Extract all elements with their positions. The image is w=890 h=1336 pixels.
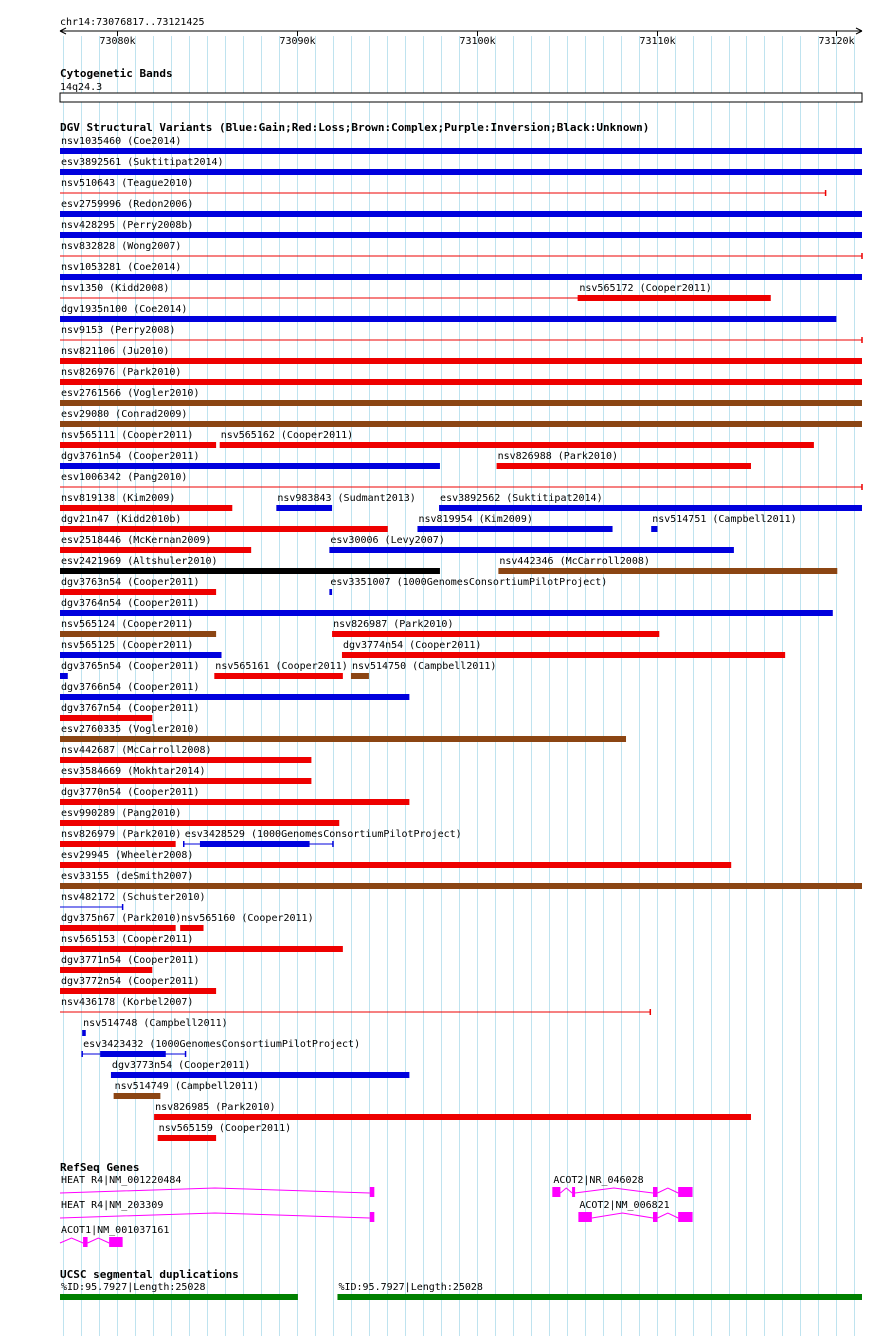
variant-feature[interactable] [60, 892, 206, 910]
variant-feature[interactable] [60, 997, 650, 1015]
gene-exon [653, 1187, 657, 1197]
variant-feature[interactable] [60, 640, 222, 658]
segdup-bar [337, 1294, 862, 1300]
variant-bar [214, 673, 343, 679]
variant-bar [180, 925, 203, 931]
variant-bar [60, 589, 216, 595]
variant-label: nsv565125 (Cooper2011) [61, 640, 194, 651]
variant-bar [329, 589, 332, 595]
variant-bar [111, 1072, 409, 1078]
variant-feature[interactable] [60, 136, 862, 154]
variant-label: dgv3761n54 (Cooper2011) [61, 451, 200, 462]
variant-bar [82, 1030, 86, 1036]
variant-feature[interactable] [60, 199, 862, 217]
ruler-ticks [99, 31, 854, 47]
variant-feature[interactable] [60, 493, 232, 511]
gene-model[interactable] [552, 1175, 692, 1197]
gene-label: HEAT R4|NM_203309 [61, 1200, 164, 1211]
variant-label: nsv821106 (Ju2010) [61, 346, 170, 357]
ruler-tick-label: 73080k [99, 36, 136, 47]
variant-label: nsv1035460 (Coe2014) [61, 136, 182, 147]
variant-bar [60, 946, 343, 952]
variant-label: nsv1053281 (Coe2014) [61, 262, 182, 273]
gene-exon [653, 1212, 657, 1222]
variant-feature[interactable] [111, 1060, 409, 1078]
variant-label: nsv565172 (Cooper2011) [579, 283, 712, 294]
gene-exon [552, 1187, 560, 1197]
variant-label: nsv565160 (Cooper2011) [181, 913, 314, 924]
variant-label: esv3423432 (1000GenomesConsortiumPilotProject) [83, 1039, 361, 1050]
variant-bar [60, 316, 836, 322]
variant-feature[interactable] [60, 955, 199, 973]
variant-feature[interactable] [180, 913, 313, 931]
variant-label: esv2759996 (Redon2006) [61, 199, 194, 210]
variant-feature[interactable] [342, 640, 785, 658]
variant-label: nsv1350 (Kidd2008) [61, 283, 170, 294]
variant-label: esv29080 (Conrad2009) [61, 409, 188, 420]
variant-feature[interactable] [60, 724, 626, 742]
variant-bar [154, 1114, 751, 1120]
variant-label: nsv565153 (Cooper2011) [61, 934, 194, 945]
gene-exon [572, 1187, 575, 1197]
variant-bar [60, 211, 862, 217]
variant-feature[interactable] [497, 451, 751, 469]
variant-label: dgv3765n54 (Cooper2011) [61, 661, 200, 672]
variant-label: dgv3767n54 (Cooper2011) [61, 703, 200, 714]
refseq-track-title: RefSeq Genes [60, 1161, 140, 1174]
gene-label: ACOT1|NM_001037161 [61, 1225, 170, 1236]
variant-bar [60, 379, 862, 385]
gene-exon [678, 1212, 692, 1222]
variant-bar [60, 232, 862, 238]
variant-bar [60, 652, 222, 658]
variant-label: dgv3766n54 (Cooper2011) [61, 682, 200, 693]
variant-bar [60, 694, 409, 700]
variant-bar [329, 547, 734, 553]
gene-label: HEAT R4|NM_001220484 [61, 1175, 182, 1186]
segdup-bar [60, 1294, 298, 1300]
gene-intron [60, 1188, 370, 1193]
variant-label: nsv819954 (Kim2009) [418, 514, 533, 525]
gene-model[interactable] [60, 1175, 374, 1197]
variant-feature[interactable] [60, 913, 181, 931]
variant-label: esv29945 (Wheeler2008) [61, 850, 194, 861]
variant-label: dgv3773n54 (Cooper2011) [111, 1060, 251, 1071]
variant-bar [351, 673, 369, 679]
segdup-track-title: UCSC segmental duplications [60, 1268, 239, 1281]
variant-feature[interactable] [60, 619, 216, 637]
variant-bar [60, 274, 862, 280]
variant-label: nsv565162 (Cooper2011) [220, 430, 354, 441]
variant-bar [60, 736, 626, 742]
refseq-track [60, 1175, 693, 1247]
variant-label: nsv514748 (Campbell2011) [83, 1018, 228, 1029]
variant-bar [60, 841, 176, 847]
variant-feature[interactable] [60, 325, 862, 343]
variant-feature[interactable] [439, 493, 862, 511]
variant-label: esv1006342 (Pang2010) [61, 472, 188, 483]
segdup-feature[interactable] [337, 1282, 862, 1300]
variant-bar [60, 400, 862, 406]
gene-exon [370, 1187, 374, 1197]
variant-feature[interactable] [60, 283, 578, 301]
gene-exon [109, 1237, 122, 1247]
variant-feature[interactable] [329, 577, 607, 595]
variant-feature[interactable] [498, 556, 837, 574]
variant-bar [60, 421, 862, 427]
variant-bar [200, 841, 310, 847]
variant-bar [60, 757, 311, 763]
variant-feature[interactable] [60, 178, 826, 196]
variant-feature[interactable] [651, 514, 797, 532]
variant-bar [417, 526, 612, 532]
segdup-feature[interactable] [60, 1282, 298, 1300]
variant-feature[interactable] [60, 451, 440, 469]
variant-bar [60, 169, 862, 175]
variant-bar [342, 652, 785, 658]
variant-label: nsv436178 (Korbel2007) [61, 997, 194, 1008]
variant-feature[interactable] [60, 976, 216, 994]
variant-feature[interactable] [184, 829, 462, 847]
variant-feature[interactable] [60, 934, 343, 952]
variant-bar [332, 631, 659, 637]
variant-label: esv30006 (Levy2007) [330, 535, 445, 546]
variant-bar [498, 568, 837, 574]
ruler-tick-label: 73110k [639, 36, 676, 47]
variant-bar [100, 1051, 166, 1057]
variant-feature[interactable] [154, 1102, 751, 1120]
variant-label: nsv482172 (Schuster2010) [61, 892, 206, 903]
variant-bar [60, 673, 68, 679]
variant-bar [60, 883, 862, 889]
ruler-tick-label: 73090k [279, 36, 316, 47]
variant-label: esv2761566 (Vogler2010) [61, 388, 200, 399]
variant-feature[interactable] [82, 1039, 360, 1057]
variant-feature[interactable] [60, 703, 199, 721]
variant-label: nsv565111 (Cooper2011) [61, 430, 194, 441]
variant-label: esv3584669 (Mokhtar2014) [61, 766, 206, 777]
variant-bar [114, 1093, 161, 1099]
variant-feature[interactable] [60, 682, 409, 700]
variant-bar [60, 631, 216, 637]
variant-label: dgv375n67 (Park2010) [61, 913, 182, 924]
variant-bar [60, 148, 862, 154]
variant-bar [60, 568, 440, 574]
cytoband-track-title: Cytogenetic Bands [60, 67, 173, 80]
variant-label: dgv3774n54 (Cooper2011) [342, 640, 482, 651]
variant-feature[interactable] [60, 430, 216, 448]
variant-feature[interactable] [60, 745, 311, 763]
dgv-track-title: DGV Structural Variants (Blue:Gain;Red:Loss;Brown:Complex;Purple:Inversion;Black:Unknown) [60, 121, 650, 134]
variant-bar [60, 505, 232, 511]
variant-label: esv3428529 (1000GenomesConsortiumPilotProject) [184, 829, 462, 840]
variant-label: dgv1935n100 (Coe2014) [61, 304, 188, 315]
variant-feature[interactable] [60, 157, 862, 175]
variant-label: nsv510643 (Teague2010) [61, 178, 194, 189]
gene-exon [578, 1212, 591, 1222]
variant-label: esv33155 (deSmith2007) [61, 871, 194, 882]
variant-bar [60, 820, 339, 826]
variant-bar [60, 799, 409, 805]
variant-feature[interactable] [60, 850, 731, 868]
variant-feature[interactable] [60, 535, 251, 553]
variant-feature[interactable] [60, 262, 862, 280]
variant-feature[interactable] [417, 514, 612, 532]
variant-feature[interactable] [60, 661, 199, 679]
variant-feature[interactable] [214, 661, 347, 679]
variant-bar [220, 442, 814, 448]
variant-label: nsv565124 (Cooper2011) [61, 619, 194, 630]
variant-feature[interactable] [60, 388, 862, 406]
segdup-label: %ID:95.7927|Length:25028 [61, 1282, 206, 1293]
variant-bar [60, 715, 152, 721]
variant-feature[interactable] [60, 766, 311, 784]
variant-bar [60, 862, 731, 868]
variant-feature[interactable] [60, 829, 181, 847]
ruler-tick-label: 73120k [818, 36, 855, 47]
gene-exon [370, 1212, 374, 1222]
variant-bar [60, 778, 311, 784]
variant-bar [578, 295, 770, 301]
gene-label: ACOT2|NR_046028 [553, 1175, 644, 1186]
variant-bar [60, 967, 152, 973]
segdup-label: %ID:95.7927|Length:25028 [338, 1282, 483, 1293]
variant-bar [60, 526, 388, 532]
variant-label: nsv819138 (Kim2009) [61, 493, 176, 504]
variant-label: nsv514751 (Campbell2011) [652, 514, 797, 525]
variant-label: esv2760335 (Vogler2010) [61, 724, 200, 735]
variant-feature[interactable] [578, 283, 770, 301]
variant-label: nsv514749 (Campbell2011) [114, 1081, 260, 1092]
variant-feature[interactable] [60, 577, 216, 595]
variant-label: nsv442687 (McCarroll2008) [61, 745, 212, 756]
variant-label: nsv565161 (Cooper2011) [215, 661, 348, 672]
gene-label: ACOT2|NM_006821 [579, 1200, 670, 1211]
variant-label: nsv428295 (Perry2008b) [61, 220, 194, 231]
gene-intron [592, 1213, 678, 1218]
variant-bar [651, 526, 657, 532]
variant-feature[interactable] [60, 787, 409, 805]
variant-bar [158, 1135, 216, 1141]
ruler-tick-label: 73100k [459, 36, 496, 47]
variant-bar [60, 925, 176, 931]
variant-label: nsv983843 (Sudmant2013) [277, 493, 416, 504]
variant-label: nsv826976 (Park2010) [61, 367, 182, 378]
variant-label: nsv826987 (Park2010) [333, 619, 454, 630]
variant-feature[interactable] [60, 304, 836, 322]
gene-model[interactable] [60, 1225, 169, 1247]
variant-bar [60, 547, 251, 553]
variant-bar [60, 463, 440, 469]
variant-feature[interactable] [60, 346, 862, 364]
variant-label: dgv3771n54 (Cooper2011) [61, 955, 200, 966]
variant-label: nsv442346 (McCarroll2008) [499, 556, 650, 567]
variant-bar [497, 463, 751, 469]
variant-label: dgv3770n54 (Cooper2011) [61, 787, 200, 798]
variant-bar [60, 988, 216, 994]
gene-intron [560, 1188, 678, 1193]
variant-feature[interactable] [220, 430, 814, 448]
gene-intron [60, 1213, 370, 1218]
variant-feature[interactable] [60, 472, 862, 490]
variant-feature[interactable] [60, 409, 862, 427]
variant-feature[interactable] [60, 598, 833, 616]
gene-exon [678, 1187, 692, 1197]
dgv-track [60, 136, 862, 1141]
variant-label: esv3892561 (Suktitipat2014) [61, 157, 224, 168]
variant-label: nsv826985 (Park2010) [155, 1102, 276, 1113]
variant-label: esv990289 (Pang2010) [61, 808, 182, 819]
variant-bar [60, 358, 862, 364]
variant-label: dgv3763n54 (Cooper2011) [61, 577, 200, 588]
variant-label: dgv21n47 (Kidd2010b) [61, 514, 182, 525]
variant-label: nsv832828 (Wong2007) [61, 241, 182, 252]
variant-label: nsv514750 (Campbell2011) [351, 661, 497, 672]
variant-bar [60, 610, 833, 616]
cytoband-label: 14q24.3 [60, 82, 103, 93]
segdup-track [60, 1282, 862, 1300]
variant-label: esv2421969 (Altshuler2010) [61, 556, 218, 567]
variant-label: esv2518446 (McKernan2009) [61, 535, 212, 546]
variant-feature[interactable] [60, 556, 440, 574]
variant-feature[interactable] [158, 1123, 291, 1141]
variant-feature[interactable] [60, 514, 388, 532]
variant-feature[interactable] [82, 1018, 228, 1036]
variant-feature[interactable] [60, 241, 862, 259]
cytoband-ideogram[interactable] [60, 93, 862, 102]
variant-feature[interactable] [60, 220, 862, 238]
variant-label: esv3892562 (Suktitipat2014) [440, 493, 603, 504]
variant-label: esv3351007 (1000GenomesConsortiumPilotProject) [330, 577, 608, 588]
variant-bar [276, 505, 332, 511]
variant-feature[interactable] [60, 871, 862, 889]
variant-label: nsv826979 (Park2010) [61, 829, 182, 840]
variant-label: dgv3764n54 (Cooper2011) [61, 598, 200, 609]
gene-model[interactable] [60, 1200, 374, 1222]
variant-label: nsv9153 (Perry2008) [61, 325, 176, 336]
variant-feature[interactable] [276, 493, 415, 511]
variant-label: nsv826988 (Park2010) [497, 451, 619, 462]
variant-feature[interactable] [114, 1081, 259, 1099]
variant-bar [439, 505, 862, 511]
variant-label: dgv3772n54 (Cooper2011) [61, 976, 200, 987]
region-label: chr14:73076817..73121425 [60, 17, 205, 28]
variant-label: nsv565159 (Cooper2011) [158, 1123, 292, 1134]
variant-bar [60, 442, 216, 448]
variant-feature[interactable] [60, 367, 862, 385]
gene-exon [83, 1237, 87, 1247]
